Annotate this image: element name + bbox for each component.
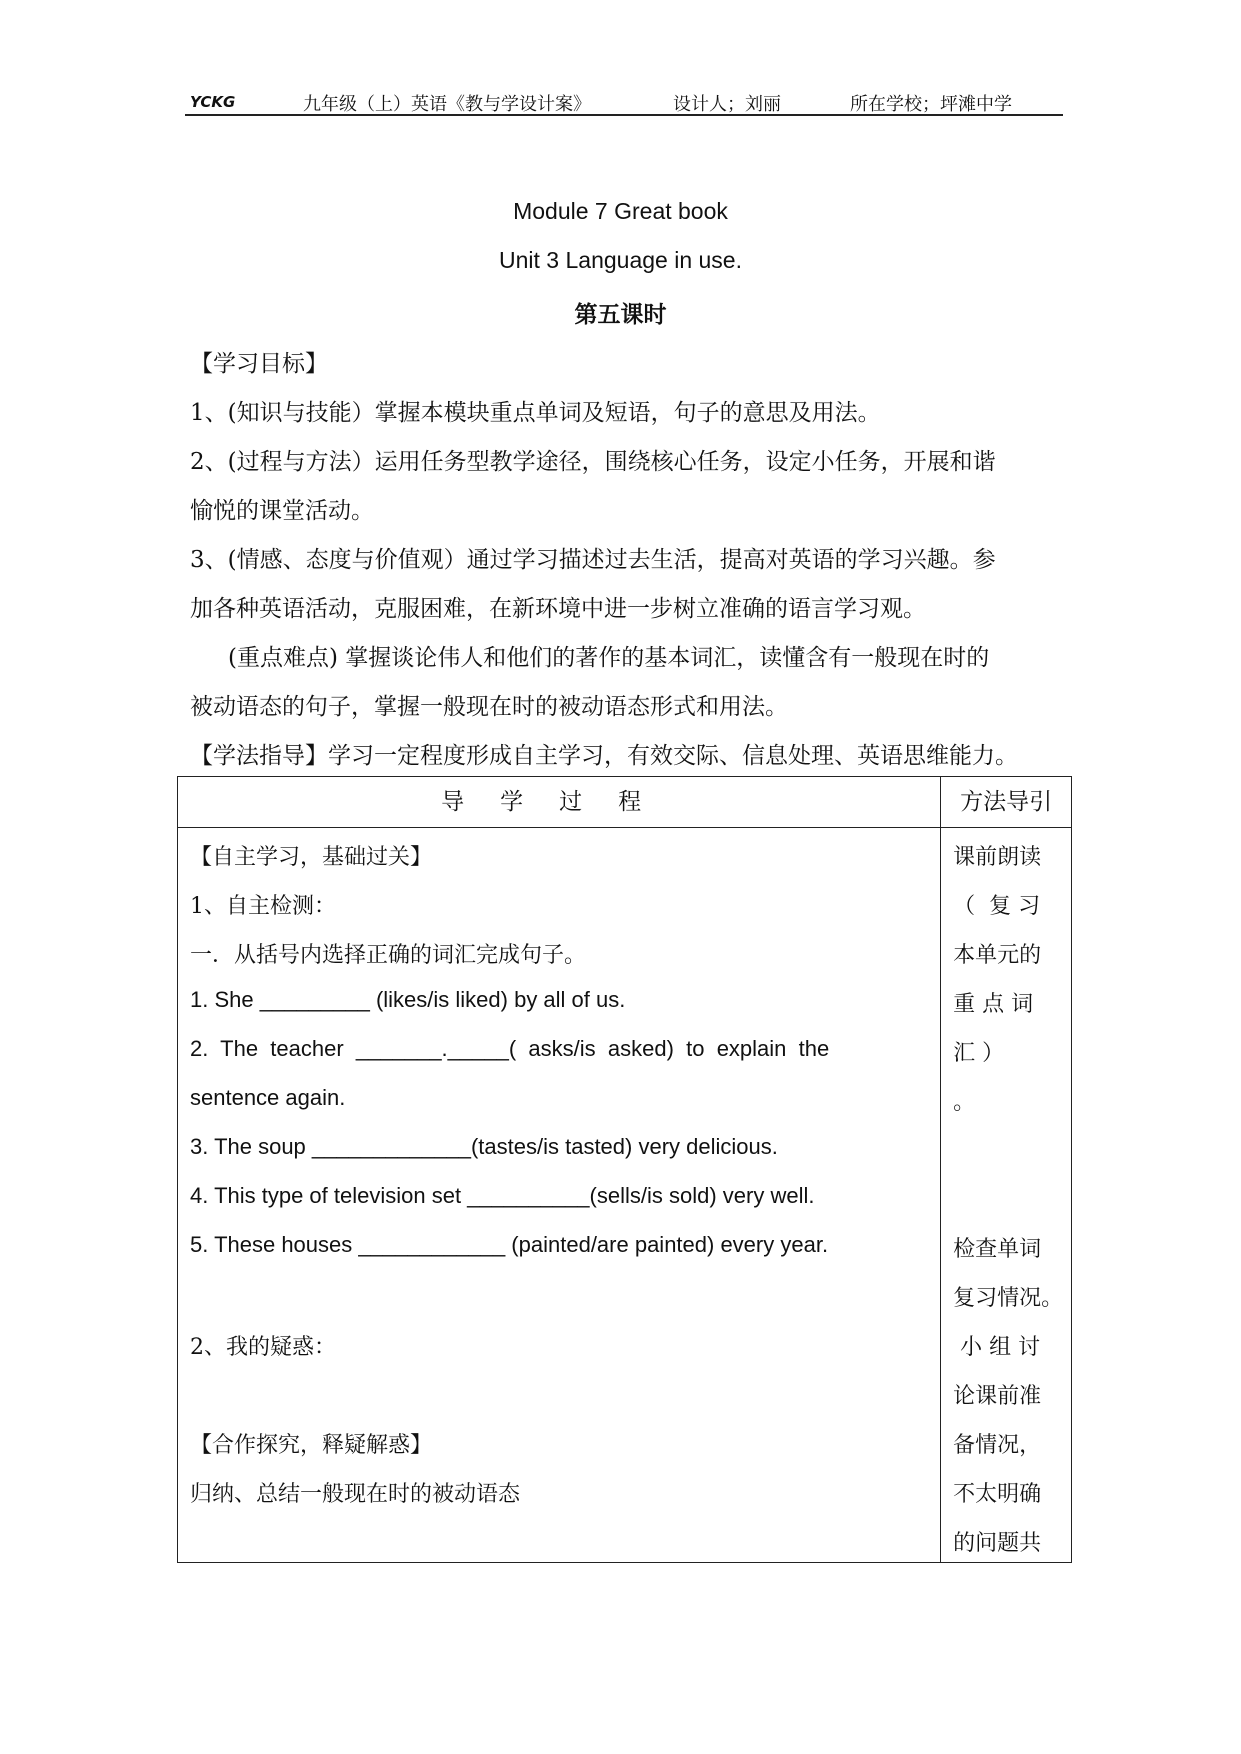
- objective-2b: 愉悦的课堂活动。: [190, 498, 374, 524]
- method-line: 本单元的: [953, 943, 1042, 968]
- task-instruction: 一．从括号内选择正确的词汇完成句子。: [190, 943, 587, 968]
- method-line: 复习情况。: [953, 1286, 1064, 1311]
- table-header-process: 导学过程: [178, 777, 941, 828]
- header-designer: 设计人；刘丽: [673, 94, 781, 115]
- method-line: 课前朗读: [953, 845, 1042, 870]
- objective-3b: 加各种英语活动，克服困难，在新环境中进一步树立准确的语言学习观。: [190, 596, 926, 622]
- method-cell: [941, 828, 1072, 1563]
- module-title: Module 7 Great book: [513, 198, 728, 224]
- method-line: 备情况，: [953, 1433, 1042, 1458]
- key-points-a: (重点难点) 掌握谈论伟人和他们的著作的基本词汇，读懂含有一般现在时的: [228, 645, 990, 671]
- header-course: 九年级（上）英语《教与学设计案》: [303, 94, 591, 115]
- method-line: 重 点 词: [953, 992, 1034, 1017]
- key-points-b: 被动语态的句子，掌握一般现在时的被动语态形式和用法。: [190, 694, 788, 720]
- page-header: [185, 88, 1063, 116]
- process-cell: [178, 828, 941, 1563]
- objective-1: 1、(知识与技能）掌握本模块重点单词及短语，句子的意思及用法。: [190, 400, 881, 426]
- question-1: 1. She _________ (likes/is liked) by all of us.: [190, 987, 626, 1012]
- objective-2a: 2、(过程与方法）运用任务型教学途径，围绕核心任务，设定小任务，开展和谐: [190, 449, 996, 475]
- header-school: 所在学校；坪滩中学: [850, 94, 1012, 115]
- question-3: 3. The soup _____________(tastes/is tasted) very delicious.: [190, 1134, 778, 1159]
- method-guidance: 【学法指导】学习一定程度形成自主学习，有效交际、信息处理、英语思维能力。: [190, 743, 1018, 769]
- method-line: 检查单词: [953, 1237, 1042, 1262]
- question-5: 5. These houses ____________ (painted/are painted) every year.: [190, 1232, 829, 1257]
- coop-heading: 【合作探究，释疑解惑】: [190, 1433, 433, 1458]
- summary-text: 归纳、总结一般现在时的被动语态: [190, 1482, 521, 1507]
- method-line: （ 复 习: [953, 894, 1041, 919]
- lesson-table: [177, 776, 1072, 1563]
- method-line: 汇 ）: [953, 1041, 1005, 1066]
- self-study-heading: 【自主学习，基础过关】: [190, 845, 433, 870]
- objective-3a: 3、(情感、态度与价值观）通过学习描述过去生活，提高对英语的学习兴趣。参: [190, 547, 996, 573]
- question-2b: sentence again.: [190, 1085, 346, 1110]
- method-line: 不太明确: [953, 1482, 1042, 1507]
- objectives-heading: 【学习目标】: [190, 351, 328, 377]
- question-4: 4. This type of television set __________(sells/is sold) very well.: [190, 1183, 815, 1208]
- question-2a: 2. The teacher _______._____( asks/is asked) to explain the: [190, 1036, 830, 1061]
- method-line: 的问题共: [953, 1531, 1042, 1556]
- method-line: 论课前准: [953, 1384, 1042, 1409]
- doubt-heading: 2、我的疑惑：: [190, 1335, 336, 1360]
- table-header-method: 方法导引: [941, 777, 1072, 828]
- unit-title: Unit 3 Language in use.: [499, 247, 742, 273]
- method-line: 小 组 讨: [953, 1335, 1041, 1360]
- header-logo: YCKG: [190, 93, 236, 111]
- self-check: 1、自主检测：: [190, 894, 336, 919]
- method-line: 。: [953, 1090, 976, 1115]
- lesson-title: 第五课时: [574, 302, 667, 328]
